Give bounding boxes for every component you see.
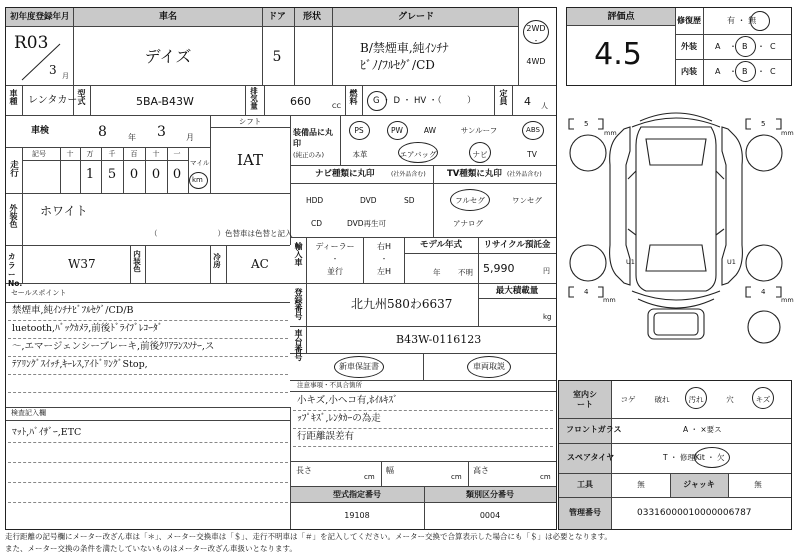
shape-header: 形状 — [302, 12, 322, 22]
grade-line1: B/禁煙車,純ｲﾝﾁﾅ — [360, 41, 449, 55]
color-no-value: W37 — [68, 257, 96, 271]
diag-u1-right: U1 — [727, 258, 736, 266]
car-name-value: デイズ — [144, 47, 192, 66]
int-grade-b-circle[interactable] — [735, 61, 756, 82]
notes-line-2: ｯﾌﾟｷｽﾞ,ﾚﾝﾀｶｰの為走 — [297, 413, 381, 424]
equipment-sub: (純正のみ) — [293, 151, 325, 159]
int-grade-b: B — [742, 67, 748, 76]
color-no-label: カラーNo. — [8, 252, 23, 288]
ext-grade-c: C — [770, 42, 776, 51]
diag-mm-tl: mm — [604, 129, 617, 137]
first-reg-era: R03 — [14, 33, 49, 53]
diag-mm-tr: mm — [781, 129, 794, 137]
navi-sub: (社外品含む) — [391, 171, 426, 178]
mileage-digit-4: 0 — [151, 167, 161, 182]
diag-u1-left: U1 — [626, 258, 635, 266]
ac-value: AC — [251, 257, 269, 271]
notes-label: 注意事項・不具合箇所 — [297, 381, 362, 389]
recycle-label: リサイクル預託金 — [483, 240, 551, 250]
mileage-digit-5: 0 — [172, 167, 182, 182]
windshield-label: フロントガラス — [566, 425, 622, 434]
import-left: 左H — [376, 267, 392, 276]
height-unit: cm — [540, 473, 551, 481]
inspection-notes-label: 検査記入欄 — [11, 409, 46, 417]
max-load-label: 最大積載量 — [495, 286, 539, 296]
seat-stain: 汚れ — [688, 395, 704, 404]
shift-value: IAT — [237, 151, 263, 169]
seat-scratch: キズ — [755, 395, 771, 404]
notes-line-1: 小キズ,小ヘコ有,ﾎｲﾙｷｽﾞ — [297, 395, 398, 406]
class-no-label: 類別区分番号 — [466, 490, 514, 499]
equipment-label: 装備品に丸印 — [293, 128, 333, 149]
eq-ps: PS — [354, 126, 364, 135]
interior-grade-label: 内装 — [681, 67, 697, 76]
exterior-grade-label: 外装 — [681, 42, 697, 51]
digit-label-5: 十 — [152, 150, 160, 158]
diag-mm-br: mm — [781, 296, 794, 304]
chassis-value: B43W-0116123 — [396, 333, 482, 346]
diag-four-bl: 4 — [584, 288, 589, 296]
max-load-unit: kg — [543, 313, 552, 321]
diag-mm-bl: mm — [603, 296, 616, 304]
disp-unit: CC — [332, 102, 342, 110]
door-header: ドア — [268, 12, 286, 22]
repair-options: 有 ・ 無 — [727, 16, 757, 25]
tv-oneseg: ワンセグ — [512, 196, 542, 205]
class-no-value: 0004 — [479, 511, 501, 520]
eq-pw: PW — [391, 126, 403, 135]
length-unit: cm — [364, 473, 375, 481]
mgmt-label: 管理番号 — [569, 508, 601, 517]
import-right: 右H — [376, 242, 392, 251]
mileage-digit-2: 5 — [107, 167, 117, 182]
notes-line-3: 行距離誤差有 — [297, 431, 355, 442]
grade-header: グレード — [397, 12, 435, 22]
model-year-unknown: 不明 — [458, 268, 473, 277]
inspection-label: 車検 — [31, 126, 50, 136]
mile-label: マイル — [190, 159, 210, 167]
kind-value: レンタカー — [28, 95, 78, 106]
digit-label-4: 百 — [130, 150, 138, 158]
disp-value: 660 — [290, 95, 311, 108]
tv-sub: (社外品含む) — [507, 171, 542, 178]
seat-burn: コゲ — [620, 395, 636, 404]
navi-hdd: HDD — [306, 196, 324, 205]
spare-options: T ・ 修理Kit ・ 欠 — [663, 453, 725, 462]
vehicle-manual: 車両取説 — [473, 362, 505, 371]
first-reg-header: 初年度登録年月 — [10, 12, 70, 22]
capacity-unit: 人 — [541, 102, 548, 110]
mgmt-value: 03316000010000006787 — [637, 508, 752, 518]
registration-label: 登録番号 — [294, 288, 303, 320]
mileage-label: 走行 — [8, 160, 19, 177]
interior-label: 内装色 — [132, 250, 142, 273]
seat-hole: 穴 — [726, 395, 734, 404]
inspection-month: 3 — [157, 124, 166, 140]
width-label: 幅 — [386, 466, 394, 475]
digit-label-2: 万 — [86, 150, 94, 158]
repair-none-circle[interactable] — [750, 11, 770, 31]
eq-navi: ナビ — [472, 150, 488, 159]
model-label: 型式 — [77, 89, 86, 105]
ext-grade-b-circle[interactable] — [735, 36, 756, 57]
ext-grade-b: B — [742, 42, 748, 51]
windshield-options: A ・ ×要ス — [683, 425, 722, 434]
import-label: 輸入車 — [294, 242, 303, 266]
recycle-unit: 円 — [543, 267, 550, 275]
digit-label-6: 一 — [173, 150, 181, 158]
type-no-label: 型式指定番号 — [333, 490, 381, 499]
inspection-month-unit: 月 — [186, 133, 194, 142]
navi-sd: SD — [404, 196, 415, 205]
diag-five-tr: 5 — [761, 120, 766, 128]
ext-grade-a: A — [715, 42, 721, 51]
model-value: 5BA-B43W — [136, 95, 194, 108]
km-label: km — [192, 176, 203, 184]
eq-abs: ABS — [526, 126, 540, 134]
mileage-digit-3: 0 — [129, 167, 139, 182]
int-grade-c: C — [770, 67, 776, 76]
footer-line-2: また、メーター交換の条件を満たしていないものはメーター改ざん車扱いとなります。 — [5, 544, 297, 553]
eq-leather: 本革 — [352, 150, 368, 159]
capacity-value: 4 — [524, 95, 531, 108]
inspection-year-unit: 年 — [128, 133, 136, 142]
rating-value: 4.5 — [594, 37, 642, 72]
kind-label: 車種 — [9, 89, 18, 105]
sales-line-4: ﾃｱﾘﾝｸﾞｽｲｯﾁ,ｷｰﾚｽ,ｱｲﾄﾞﾘﾝｸﾞStop, — [12, 359, 148, 370]
width-unit: cm — [451, 473, 462, 481]
recycle-value: 5,990 — [483, 262, 515, 275]
ac-label: 冷房 — [212, 253, 222, 268]
chassis-label: 車台番号 — [294, 329, 303, 361]
sales-line-1: 禁煙車,純ｲﾝﾁﾅﾋﾞﾌﾙｾｸﾞ/CD/B — [12, 305, 134, 316]
eq-sunroof: サンルーフ — [460, 126, 498, 135]
tv-analog: アナログ — [453, 219, 483, 228]
tools-label: 工具 — [577, 480, 593, 489]
eq-aw: AW — [423, 126, 437, 135]
navi-dvd-play: DVD再生可 — [347, 219, 387, 228]
inspection-year: 8 — [98, 124, 107, 140]
jack-value: 無 — [754, 480, 762, 489]
navi-label: ナビ種類に丸印 — [315, 169, 375, 179]
new-car-warranty: 新車保証書 — [339, 362, 379, 371]
seat-tear: 破れ — [654, 395, 670, 404]
seat-label: 室内シート — [573, 390, 597, 410]
mileage-symbol-label: 記号 — [32, 150, 46, 158]
repair-label: 修復歴 — [677, 16, 701, 25]
fuel-options: G ・ D ・ HV ・（ ） — [373, 96, 476, 106]
spare-label: スペアタイヤ — [567, 453, 615, 462]
model-year-label: モデル年式 — [419, 240, 463, 250]
length-label: 長さ — [296, 466, 312, 475]
exterior-value: ホワイト — [40, 204, 88, 218]
door-value: 5 — [272, 49, 282, 65]
diag-four-br: 4 — [761, 288, 766, 296]
fuel-label: 燃料 — [349, 89, 358, 105]
navi-dvd: DVD — [360, 196, 377, 205]
tv-label: TV種類に丸印 — [447, 169, 502, 179]
eq-airbag: エアバッグ — [399, 150, 437, 159]
rating-label: 評価点 — [607, 12, 635, 22]
exterior-label: 外装色 — [9, 204, 18, 228]
drive-2wd: 2WD — [526, 24, 546, 33]
int-grade-a: A — [715, 67, 721, 76]
registration-value: 北九州580わ6637 — [351, 297, 453, 311]
import-dealer: ディーラー — [315, 242, 355, 251]
diag-five-tl: 5 — [584, 120, 589, 128]
capacity-label: 定員 — [499, 89, 508, 105]
first-reg-month-unit: 月 — [62, 72, 69, 80]
jack-label: ジャッキ — [683, 480, 715, 489]
sales-line-2: luetooth,ﾊﾞｯｸｶﾒﾗ,前後ﾄﾞﾗｲﾌﾞﾚｺｰﾀﾞ — [12, 323, 163, 334]
grade-line2: ﾋﾞﾉ/ﾌﾙｾｸﾞ/CD — [360, 58, 435, 72]
import-parallel: 並行 — [327, 267, 343, 276]
type-no-value: 19108 — [344, 511, 370, 520]
disp-label: 排気量 — [249, 87, 259, 110]
model-year-unit: 年 — [433, 268, 441, 277]
footer-line-1: 走行距離の記号欄にメーター改ざん車は「＊」、メーター交換車は「＄」、走行不明車は「＃」を記入してください。メーター交換で合算表示した場合にも「＄」は必要となります。 — [5, 532, 612, 541]
shift-label: シフト — [238, 117, 262, 126]
height-label: 高さ — [473, 466, 489, 475]
tv-fullseg: フルセグ — [455, 196, 485, 205]
sales-points-label: セールスポイント — [11, 289, 67, 297]
exterior-note: （ ）色替車は色替と記入 — [150, 229, 293, 238]
sales-line-3: ～,エマージェンシーブレーキ,前後ｸﾘｱﾗﾝｽｿﾅｰ,ス — [12, 341, 215, 352]
navi-cd: CD — [311, 219, 323, 228]
tools-value: 無 — [637, 480, 645, 489]
car-damage-diagram — [566, 95, 792, 375]
digit-label-3: 千 — [108, 150, 116, 158]
first-reg-month: 3 — [49, 63, 57, 77]
digit-label-1: 十 — [66, 150, 74, 158]
inspection-notes-value: ﾏｯﾄ,ﾊﾞｲｻﾞｰ,ETC — [12, 427, 82, 438]
car-name-header: 車名 — [158, 12, 178, 22]
drive-4wd: 4WD — [526, 57, 546, 66]
mileage-digit-1: 1 — [85, 167, 95, 182]
eq-tv: TV — [527, 150, 537, 159]
